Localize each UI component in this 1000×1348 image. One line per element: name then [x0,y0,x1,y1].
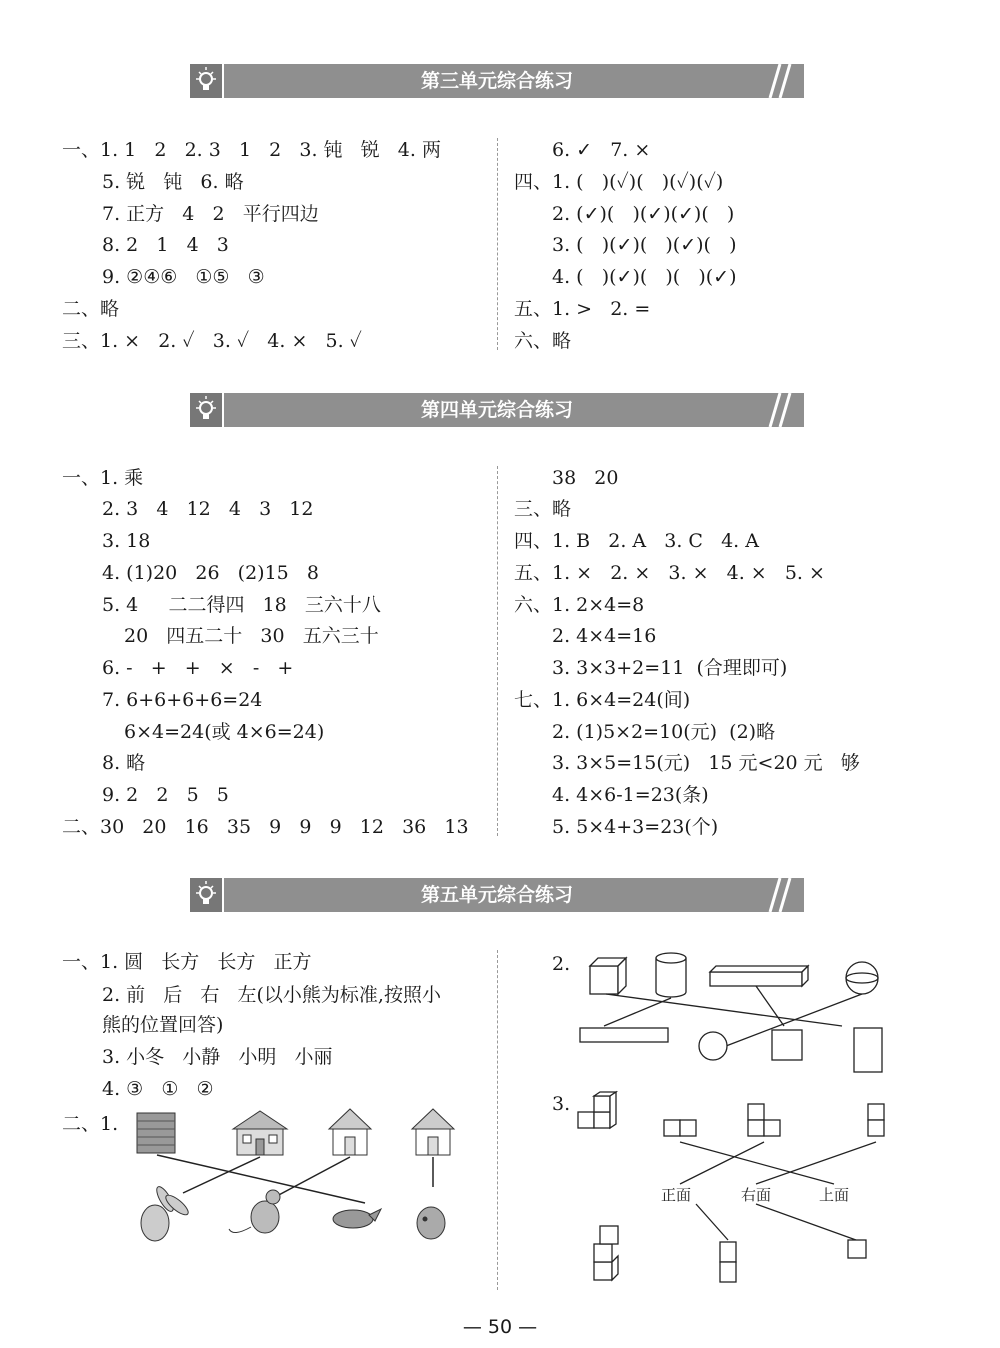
wooden-house-icon [233,1111,287,1155]
bird-icon [333,1209,381,1228]
cube-stack-icon [578,1092,616,1128]
answer-line: 8. 略 [102,752,146,774]
answer-line: 熊的位置回答) [102,1014,224,1036]
views-matching-figure [570,1090,900,1290]
answer-line: 二、略 [62,298,120,320]
answer-line: 38 20 [552,467,619,489]
answer-line: 5. 5×4+3=23(个) [552,816,719,838]
column-divider [497,466,498,836]
answer-line: 三、1. × 2. ✓ 3. ✓ 4. × 5. ✓ [62,330,362,352]
view-two-squares-icon [664,1120,696,1136]
slash-decoration-icon [758,393,798,427]
view-l-shape-icon [748,1104,780,1136]
answer-line: 三、略 [514,498,572,520]
answer-line: 五、1. > 2. = [514,298,651,320]
cylinder-icon [656,953,686,997]
answer-line: 六、略 [514,330,572,352]
answer-line: 2. 前 后 右 左(以小熊为标准,按照小 [102,984,441,1006]
answer-line: 9. ②④⑥ ①⑤ ③ [102,266,265,288]
hedgehog-icon [417,1207,445,1239]
column-divider [497,138,498,350]
label-top: 上面 [818,1186,850,1204]
answer-line: 4. (1)20 26 (2)15 8 [102,562,319,584]
section-banner-unit4 [190,393,804,427]
view-square-icon [848,1240,866,1258]
answer-line: 一、1. 圆 长方 长方 正方 [62,951,312,973]
answer-line: 8. 2 1 4 3 [102,234,229,256]
answer-line: 2. 3 4 12 4 3 12 [102,498,314,520]
answer-line: 2. 4×4=16 [552,625,657,647]
answer-line: 3. ( )(✓)( )(✓)( ) [552,234,737,256]
question-label: 2. [552,953,571,975]
answer-line: 4. ③ ① ② [102,1078,214,1100]
answer-line: 四、1. B 2. A 3. C 4. A [514,530,759,552]
answer-line: 3. 小冬 小静 小明 小丽 [102,1046,333,1068]
page-number: — 50 — [462,1316,538,1338]
answer-line: 4. 4×6-1=23(条) [552,784,709,806]
section-banner-unit5 [190,878,804,912]
answer-line: 4. ( )(✓)( )( )(✓) [552,266,737,288]
house-animal-matching-figure [125,1105,465,1255]
answer-line: 3. 18 [102,530,151,552]
answer-line: 6. - + + × - + [102,657,294,679]
brick-house-icon [137,1113,175,1153]
kangaroo-icon [229,1190,280,1233]
rectangle-icon [854,1028,882,1072]
circle-icon [699,1032,727,1060]
label-right: 右面 [740,1186,772,1204]
answer-line: 7. 正方 4 2 平行四边 [102,203,319,225]
answer-line: 二、30 20 16 35 9 9 9 12 36 13 [62,816,469,838]
section-banner-unit3 [190,64,804,98]
answer-line: 四、1. ( )(✓)( )(✓)(✓) [514,171,724,193]
long-rectangle-icon [580,1028,668,1042]
label-front: 正面 [660,1186,692,1204]
section-title: 第三单元综合练习 [420,70,573,92]
answer-line: 7. 6+6+6+6=24 [102,689,263,711]
small-house-icon [412,1109,454,1155]
answer-line: 二、1. [62,1113,119,1135]
answer-line: 2. (✓)( )(✓)(✓)( ) [552,203,735,225]
answer-line: 七、1. 6×4=24(间) [514,689,691,711]
answer-line: 5. 锐 钝 6. 略 [102,171,244,193]
slash-decoration-icon [758,64,798,98]
cube-icon [590,958,626,994]
section-title: 第五单元综合练习 [420,884,573,906]
answer-line: 2. (1)5×2=10(元) (2)略 [552,721,776,743]
answer-line: 五、1. × 2. × 3. × 4. × 5. × [514,562,825,584]
view-vertical-two-icon [720,1262,736,1282]
answer-line: 9. 2 2 5 5 [102,784,229,806]
answer-line: 3. 3×3+2=11 (合理即可) [552,657,788,679]
solid-to-face-matching-figure [570,950,890,1080]
column-divider [497,950,498,1290]
answer-line: 一、1. 乘 [62,467,144,489]
slash-decoration-icon [758,878,798,912]
cuboid-icon [710,966,808,986]
answer-line: 6. ✓ 7. × [552,139,651,161]
section-title: 第四单元综合练习 [420,399,573,421]
cube-stack-icon [594,1226,618,1280]
answer-line: 六、1. 2×4=8 [514,594,645,616]
answer-line: 一、1. 1 2 2. 3 1 2 3. 钝 锐 4. 两 [62,139,441,161]
view-vertical-two-icon [868,1104,884,1136]
view-vertical-two-icon [720,1242,736,1262]
question-label: 3. [552,1093,571,1115]
small-house-icon [329,1109,371,1155]
answer-line: 20 四五二十 30 五六三十 [124,625,379,647]
square-icon [772,1030,802,1060]
answer-line: 5. 4 二二得四 18 三六十八 [102,594,381,616]
answer-line: 3. 3×5=15(元) 15 元<20 元 够 [552,752,860,774]
answer-line: 6×4=24(或 4×6=24) [124,721,325,743]
sphere-icon [846,962,878,994]
